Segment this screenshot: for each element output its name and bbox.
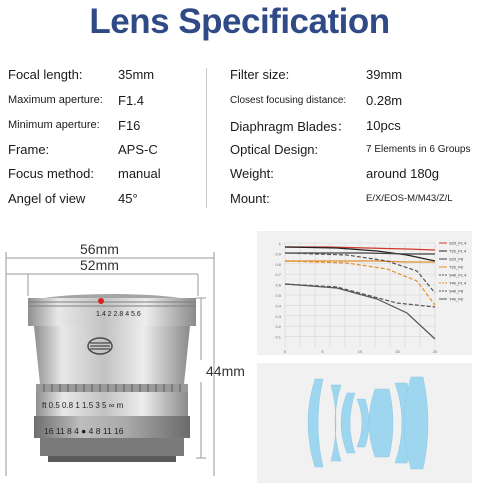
- lens-illustration: [0, 240, 260, 488]
- y-tick-label: 0.2: [275, 324, 281, 330]
- spec-value: F16: [118, 117, 141, 133]
- spec-label: Diaphragm Blades：: [230, 118, 350, 134]
- spec-value: F1.4: [118, 92, 145, 108]
- y-tick-label: 0.8: [275, 261, 281, 267]
- spec-label: Minimum aperture:: [8, 119, 100, 131]
- y-tick-label: 0.5: [275, 293, 281, 298]
- spec-label: Filter size:: [230, 66, 290, 82]
- y-tick-label: 0.3: [275, 313, 281, 319]
- outer-width-label: 56mm: [80, 241, 119, 257]
- x-tick-label: 10: [357, 349, 363, 354]
- mtf-chart-panel: [257, 231, 472, 355]
- spec-value: E/X/EOS-M/M43/Z/L: [366, 192, 453, 204]
- spec-value: APS-C: [118, 141, 158, 157]
- y-tick-label: 0.1: [275, 334, 281, 340]
- spec-value: 35mm: [118, 66, 155, 82]
- x-tick-label: 20: [432, 349, 438, 354]
- column-divider: [206, 68, 207, 208]
- legend-label: T40_F8: [449, 296, 463, 302]
- lens-elements: [308, 377, 428, 469]
- optical-diagram-panel: [257, 363, 472, 483]
- optical-diagram: [257, 363, 472, 483]
- legend-label: T40_F1.4: [449, 280, 467, 286]
- legend-label: S20_F8: [449, 256, 464, 262]
- spec-label: Focus method:: [8, 165, 94, 181]
- x-tick-label: 5: [321, 349, 324, 354]
- lens-element: [308, 379, 323, 467]
- legend-label: S40_F1.4: [449, 272, 467, 278]
- lens-element: [331, 385, 341, 461]
- legend-label: S40_F8: [449, 288, 464, 294]
- spec-label: Angel of view: [8, 190, 86, 206]
- spec-value: 45°: [118, 190, 138, 206]
- height-label: 44mm: [206, 363, 245, 379]
- lens-mount: [40, 438, 184, 456]
- lens-element: [369, 389, 393, 457]
- mount-flange: [48, 456, 176, 462]
- lens-barrel: [34, 326, 190, 384]
- legend-label: T20_F8: [449, 264, 463, 270]
- spec-label: Focal length:: [8, 66, 83, 82]
- x-tick-label: 0: [283, 349, 287, 354]
- distance-scale: ft 0.5 0.8 1 1.5 3 5 ∞ m: [42, 401, 124, 410]
- spec-value: manual: [118, 165, 161, 181]
- spec-label: Weight:: [230, 165, 274, 181]
- page-title: Lens Specification: [89, 2, 390, 41]
- lens-element: [357, 399, 369, 447]
- inner-width-label: 52mm: [80, 257, 119, 273]
- spec-value: 7 Elements in 6 Groups: [366, 143, 471, 155]
- spec-value: around 180g: [366, 165, 440, 181]
- spec-label: Optical Design:: [230, 141, 319, 157]
- spec-label: Maximum aperture:: [8, 94, 103, 106]
- lens-element: [341, 393, 355, 453]
- spec-label: Closest focusing distance:: [230, 94, 347, 106]
- dof-scale: 16 11 8 4 ● 4 8 11 16: [44, 426, 124, 436]
- legend-label: T20_F1.4: [449, 248, 467, 254]
- y-tick-label: 0.9: [275, 251, 281, 257]
- index-dot: [98, 298, 104, 304]
- focus-grip: [36, 384, 188, 392]
- spec-label: Mount:: [230, 190, 270, 206]
- legend-label: S20_F1.4: [449, 240, 467, 246]
- spec-value: 10pcs: [366, 117, 401, 133]
- aperture-scale: 1.4 2 2.8 4 5.6: [96, 311, 141, 318]
- lens-element: [404, 377, 428, 469]
- y-tick-label: 0.4: [275, 303, 281, 309]
- spec-value: 0.28m: [366, 92, 403, 108]
- spec-label: Frame:: [8, 141, 50, 157]
- y-tick-label: 0.6: [275, 282, 281, 288]
- x-tick-label: 15: [395, 349, 400, 354]
- y-tick-label: 0.7: [275, 272, 281, 278]
- spec-value: 39mm: [366, 66, 403, 82]
- y-tick-label: 1: [278, 241, 281, 246]
- mtf-chart: [257, 231, 472, 355]
